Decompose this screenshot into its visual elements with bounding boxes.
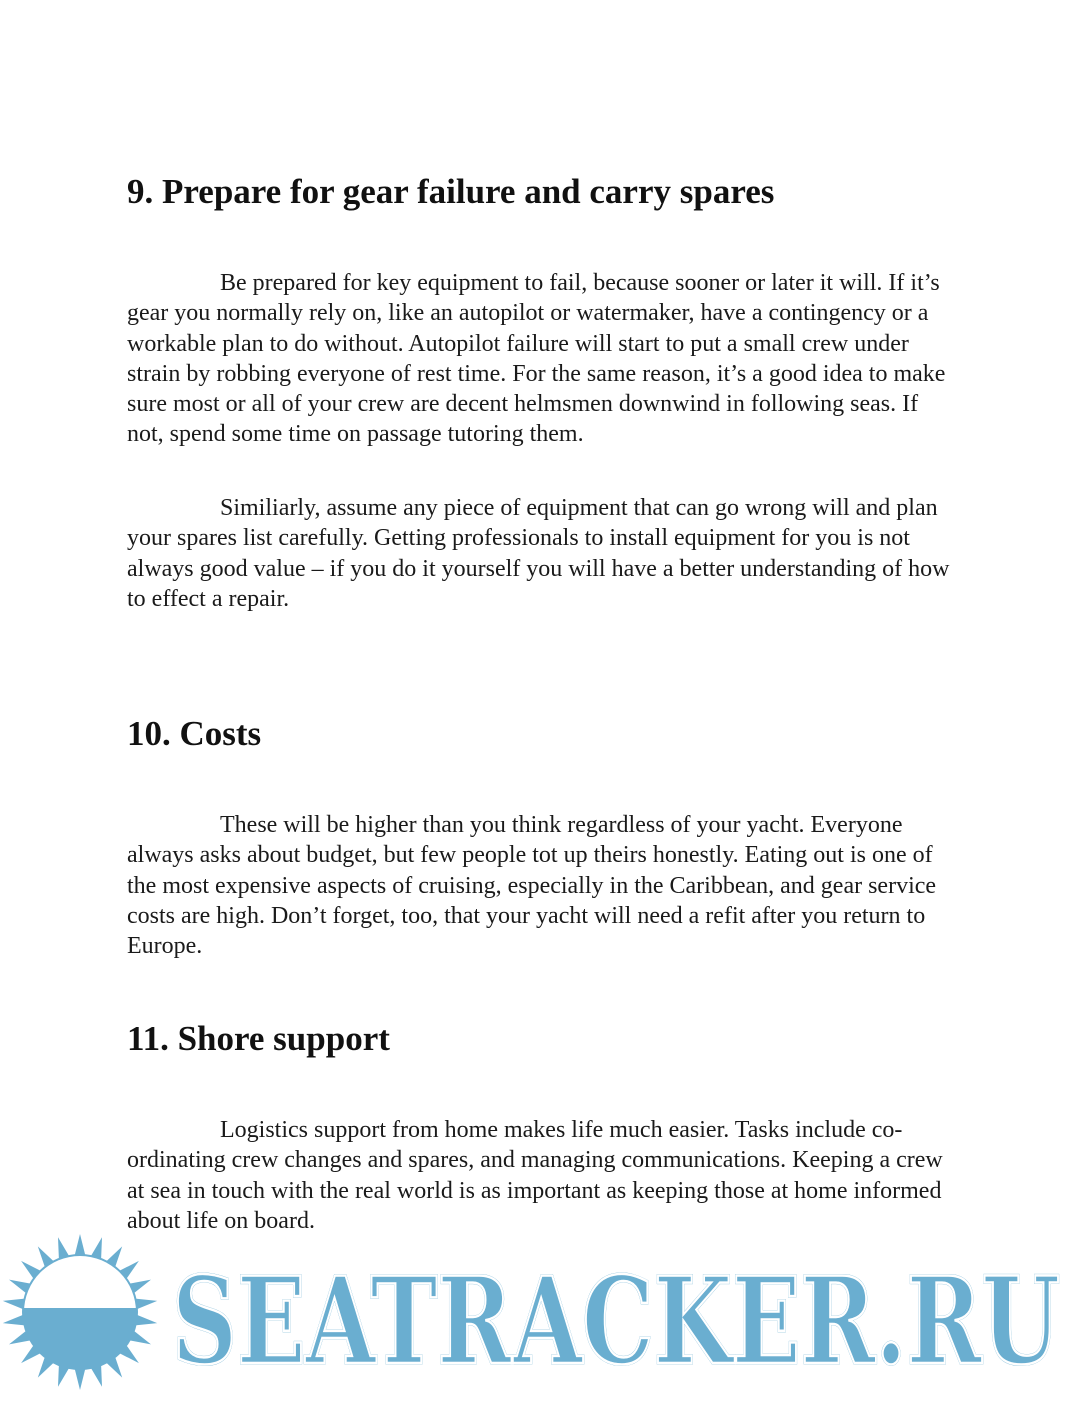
sun-over-sea-icon: [3, 1234, 157, 1390]
watermark-text: [168, 1251, 1064, 1392]
svg-text:SEATRACKER.RU: SEATRACKER.RU: [172, 1251, 1060, 1392]
section-paragraph: Logistics support from home makes life much easier. Tasks include co-ordinating crew changes and spares, and managing communications. Keeping a crew at sea in touch with the real world is as important as keeping those at home informed about life on board.: [127, 1117, 943, 1234]
svg-text:SEATRACKER.RU: SEATRACKER.RU: [172, 1251, 1060, 1392]
section-paragraph: Similiarly, assume any piece of equipment that can go wrong will and plan your spares list carefully. Getting professionals to install equipment for you is not always good value – if you do it yourself you will have a better understanding of how to effect a repair.: [127, 495, 950, 612]
section-paragraph: Be prepared for key equipment to fail, because sooner or later it will. If it’s gear you normally rely on, like an autopilot or watermaker, have a contingency or a workable plan to do without. Autopilot failure will start to put a small crew under strain by robbing everyone of rest time. For the same reason, it’s a good idea to make sure most or all of your crew are decent helmsmen downwind in following seas. If not, spend some time on passage tutoring them.: [127, 270, 946, 448]
section-paragraph: These will be higher than you think regardless of your yacht. Everyone always asks about budget, but few people tot up theirs honestly. Eating out is one of the most expensive aspects of cruising, especially in the Caribbean, and gear service costs are high. Don’t forget, too, that your yacht will need a refit after you return to Europe.: [127, 812, 937, 960]
section-heading: 9. Prepare for gear failure and carry spares: [127, 172, 775, 211]
section-heading: 10. Costs: [127, 714, 262, 753]
watermark: [0, 1232, 1080, 1397]
section-heading: 11. Shore support: [127, 1019, 390, 1058]
